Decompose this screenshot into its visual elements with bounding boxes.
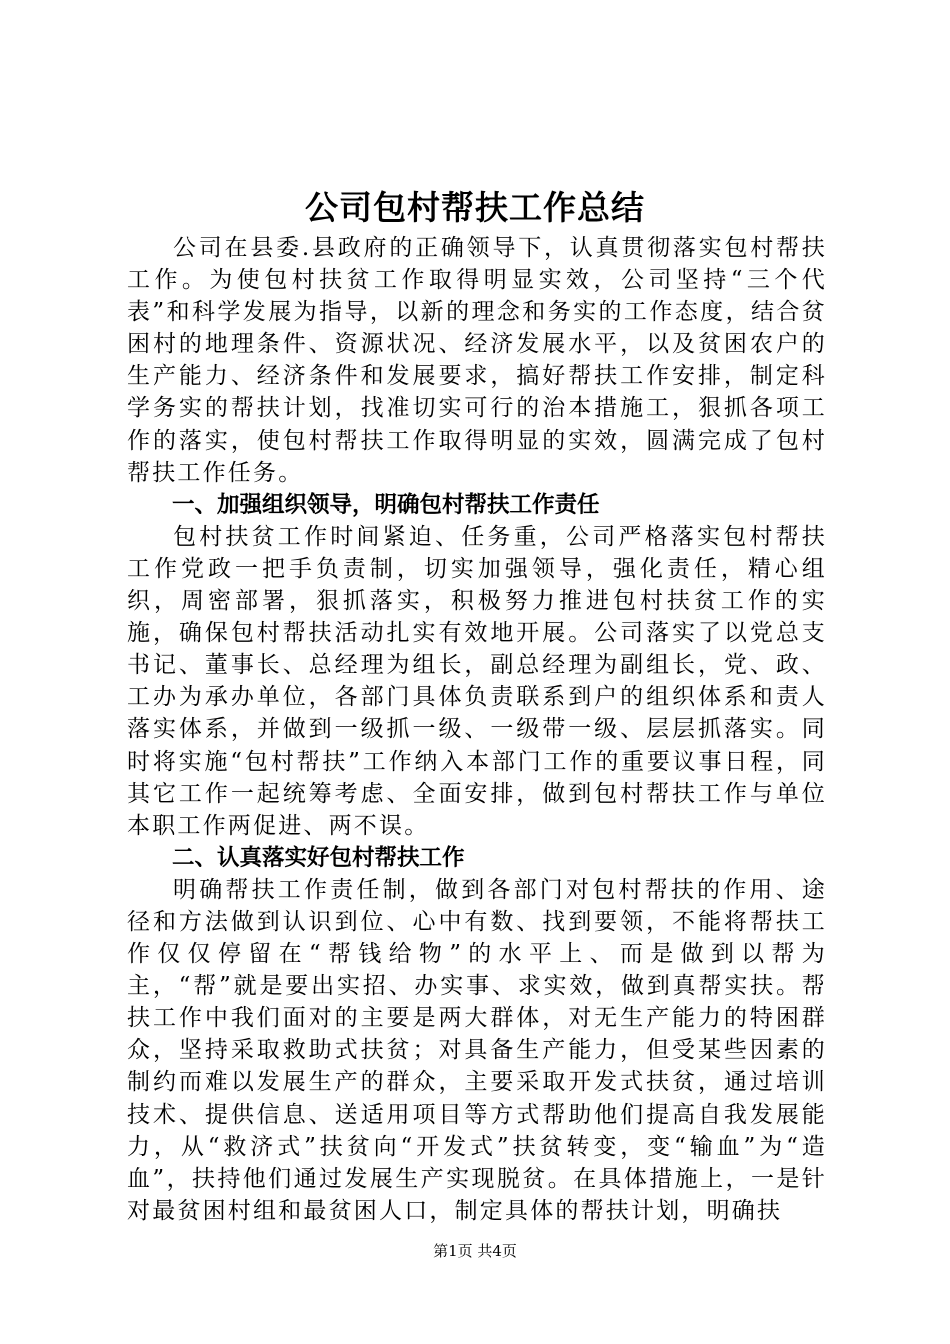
section-heading-2: 二、认真落实好包村帮扶工作 (172, 844, 465, 871)
document-body (127, 232, 827, 1227)
section-1-paragraph: 包村扶贫工作时间紧迫、任务重，公司严格落实包村帮扶工作党政一把手负责制，切实加强领导，强化责任，精心组织，周密部署，狠抓落实，积极努力推进包村扶贫工作的实施，确保包村帮扶活动扎实有效地开展。公司落实了以党总支书记、董事长、总经理为组长，副总经理为副组长，党、政、工办为承办单位，各部门具体负责联系到户的组织体系和责人落实体系，并做到一级抓一级、一级带一级、层层抓落实。同时将实施“包村帮扶”工作纳入本部门工作的重要议事日程，同其它工作一起统筹考虑、全面安排，做到包村帮扶工作与单位本职工作两促进、两不误。 (127, 523, 827, 839)
page-footer: 第1页 共4页 (433, 1242, 517, 1260)
intro-paragraph: 公司在县委.县政府的正确领导下，认真贯彻落实包村帮扶工作。为使包村扶贫工作取得明显实效，公司坚持“三个代表”和科学发展为指导，以新的理念和务实的工作态度，结合贫困村的地理条件、资源状况、经济发展水平，以及贫困农户的生产能力、经济条件和发展要求，搞好帮扶工作安排，制定科学务实的帮扶计划，找准切实可行的治本措施工，狠抓各项工作的落实，使包村帮扶工作取得明显的实效，圆满完成了包村帮扶工作任务。 (127, 235, 827, 486)
section-2-paragraph: 明确帮扶工作责任制，做到各部门对包村帮扶的作用、途径和方法做到认识到位、心中有数、找到要领，不能将帮扶工作仅仅停留在“帮钱给物”的水平上、而是做到以帮为主，“帮”就是要出实招、办实事、求实效，做到真帮实扶。帮扶工作中我们面对的主要是两大群体，对无生产能力的特困群众，坚持采取救助式扶贫；对具备生产能力，但受某些因素的制约而难以发展生产的群众，主要采取开发式扶贫，通过培训技术、提供信息、送适用项目等方式帮助他们提高自我发展能力，从“救济式”扶贫向“开发式”扶贫转变，变“输血”为“造血”，扶持他们通过发展生产实现脱贫。在具体措施上，一是针对最贫困村组和最贫困人口，制定具体的帮扶计划，明确扶 (127, 876, 827, 1224)
document-title: 公司包村帮扶工作总结 (305, 188, 645, 227)
section-heading-1: 一、加强组织领导，明确包村帮扶工作责任 (172, 491, 600, 518)
